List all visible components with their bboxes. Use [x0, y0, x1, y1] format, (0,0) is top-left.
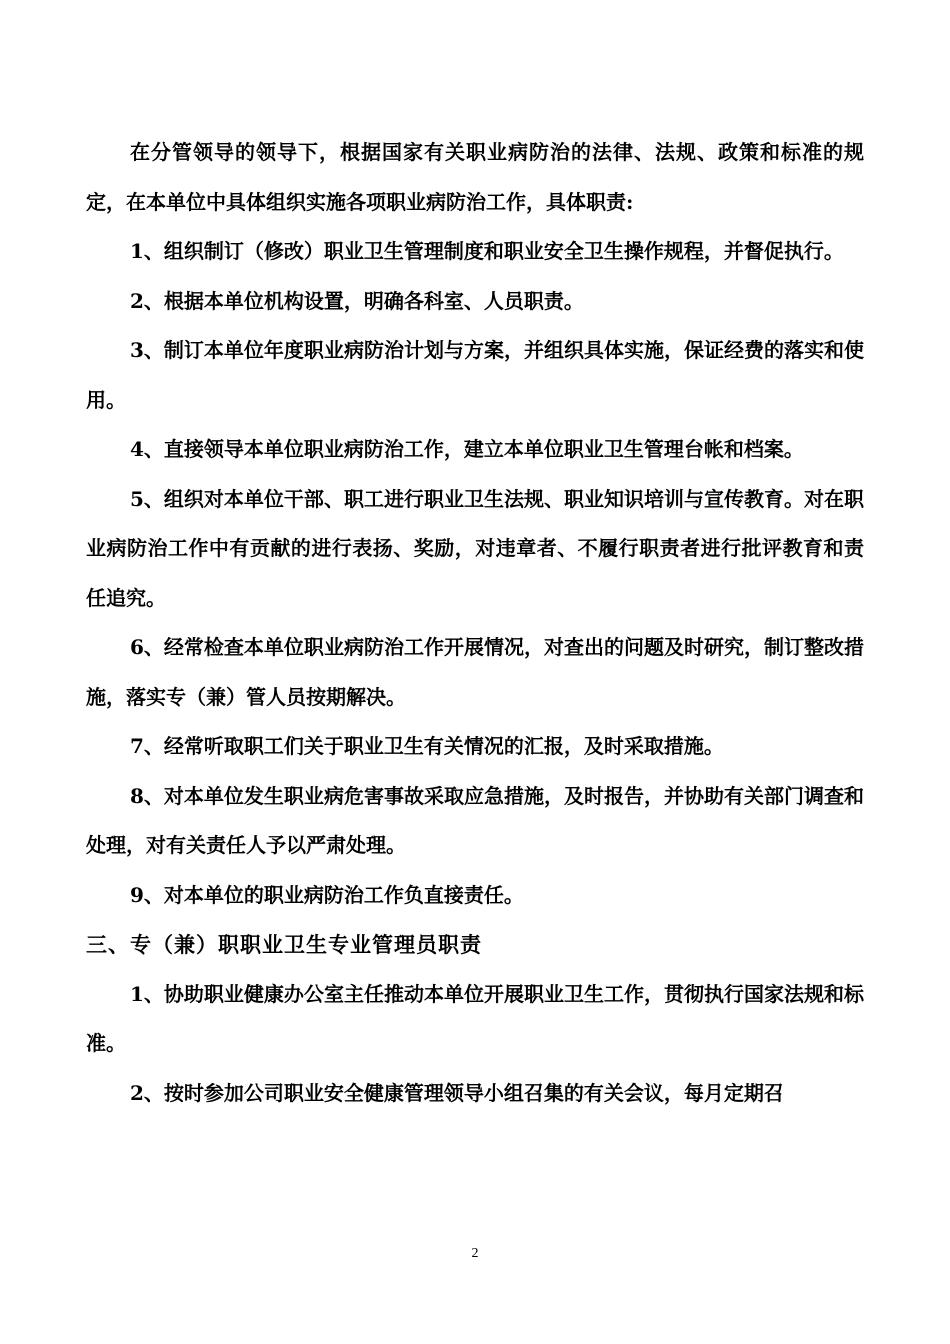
duty-item-7: 7、经常听取职工们关于职业卫生有关情况的汇报，及时采取措施。: [130, 734, 724, 758]
duty-item-6: 6、经常检查本单位职业病防治工作开展情况，对查出的问题及时研究，制订整改措施，落实专（兼）管人员按期解决。: [86, 635, 864, 709]
duty-item-4: 4、直接领导本单位职业病防治工作，建立本单位职业卫生管理台帐和档案。: [130, 437, 804, 461]
section-duty-item-1: 1、协助职业健康办公室主任推动本单位开展职业卫生工作，贯彻执行国家法规和标准。: [86, 981, 864, 1055]
duty-item-8: 8、对本单位发生职业病危害事故采取应急措施，及时报告，并协助有关部门调查和处理，对有关责任人予以严肃处理。: [86, 783, 864, 857]
duty-item-2: 2、根据本单位机构设置，明确各科室、人员职责。: [130, 288, 584, 313]
duty-item-5: 5、组织对本单位干部、职工进行职业卫生法规、职业知识培训与宣传教育。对在职业病防治工作中有贡献的进行表扬、奖励，对违章者、不履行职责者进行批评教育和责任追究。: [86, 486, 864, 610]
duty-item-9: 9、对本单位的职业病防治工作负直接责任。: [130, 882, 524, 907]
page-number: 2: [471, 1246, 479, 1261]
section-duty-item-2: 2、按时参加公司职业安全健康管理领导小组召集的有关会议，每月定期召: [130, 1080, 784, 1105]
section-heading: 三、专（兼）职职业卫生专业管理员职责: [86, 932, 482, 957]
duty-item-1: 1、组织制订（修改）职业卫生管理制度和职业安全卫生操作规程，并督促执行。: [130, 239, 844, 263]
intro-paragraph: 在分管领导的领导下，根据国家有关职业病防治的法律、法规、政策和标准的规定，在本单位中具体组织实施各项职业病防治工作，具体职责:: [86, 140, 864, 214]
document-body: [86, 128, 864, 1118]
duty-item-3: 3、制订本单位年度职业病防治计划与方案，并组织具体实施，保证经费的落实和使用。: [86, 338, 864, 412]
